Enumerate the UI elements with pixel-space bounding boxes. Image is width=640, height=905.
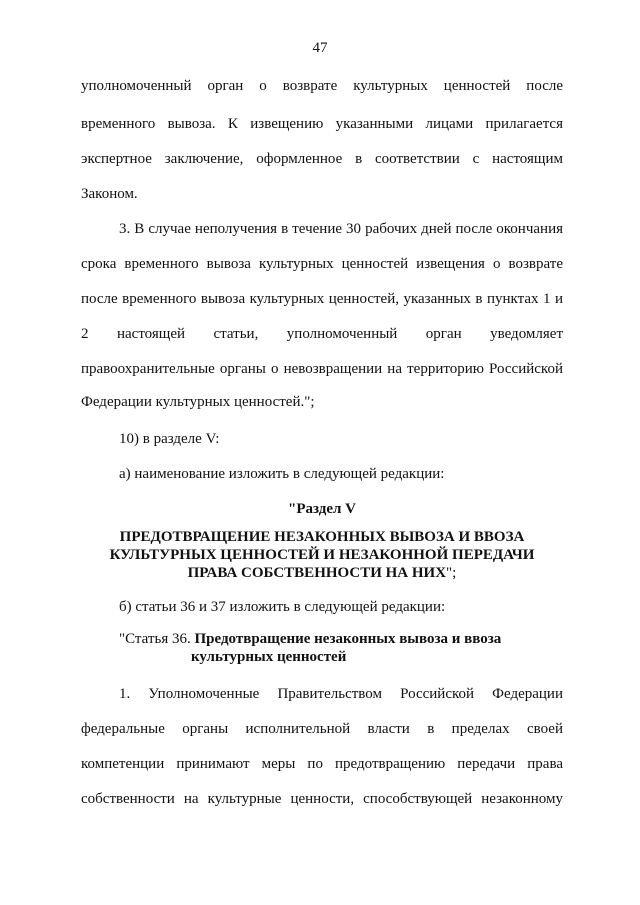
text-line: 3. В случае неполучения в течение 30 рабочих дней после окончания bbox=[119, 221, 563, 237]
article-title: Предотвращение незаконных вывоза и ввоза bbox=[194, 631, 502, 647]
text-line: 1. Уполномоченные Правительством Российской Федерации bbox=[119, 686, 563, 702]
article-title-line2: культурных ценностей bbox=[191, 649, 347, 665]
text-line: а) наименование изложить в следующей редакции: bbox=[119, 466, 445, 482]
section-heading-tail: "; bbox=[446, 565, 457, 581]
section-heading-text: ПРАВА СОБСТВЕННОСТИ НА НИХ bbox=[187, 565, 447, 581]
text-line: б) статьи 36 и 37 изложить в следующей редакции: bbox=[119, 599, 446, 615]
text-line: собственности на культурные ценности, способствующей незаконному bbox=[81, 791, 563, 807]
text-line: 2 настоящей статьи, уполномоченный орган уведомляет bbox=[81, 326, 563, 342]
text-line: компетенции принимают меры по предотвращению передачи права bbox=[81, 756, 563, 772]
text-line: временного вывоза. К извещению указанными лицами прилагается bbox=[81, 116, 563, 132]
section-heading-line: ПРЕДОТВРАЩЕНИЕ НЕЗАКОННЫХ ВЫВОЗА И ВВОЗА bbox=[119, 529, 525, 545]
article-heading bbox=[119, 630, 563, 648]
text-line: уполномоченный орган о возврате культурных ценностей после bbox=[81, 78, 563, 94]
text-line: Законом. bbox=[81, 186, 138, 202]
text-line: федеральные органы исполнительной власти в пределах своей bbox=[81, 721, 563, 737]
section-heading-line: КУЛЬТУРНЫХ ЦЕННОСТЕЙ И НЕЗАКОННОЙ ПЕРЕДАЧИ bbox=[109, 547, 535, 563]
page-number: 47 bbox=[312, 40, 328, 56]
text-line: экспертное заключение, оформленное в соответствии с настоящим bbox=[81, 151, 563, 167]
section-title: "Раздел V bbox=[288, 501, 356, 517]
section-heading-line bbox=[81, 564, 563, 582]
article-prefix: "Статья 36. bbox=[119, 631, 191, 647]
text-line: 10) в разделе V: bbox=[119, 431, 220, 447]
text-line: правоохранительные органы о невозвращении на территорию Российской bbox=[81, 361, 563, 377]
text-line: Федерации культурных ценностей."; bbox=[81, 394, 315, 410]
text-line: срока временного вывоза культурных ценностей извещения о возврате bbox=[81, 256, 563, 272]
text-line: после временного вывоза культурных ценностей, указанных в пунктах 1 и bbox=[81, 291, 563, 307]
